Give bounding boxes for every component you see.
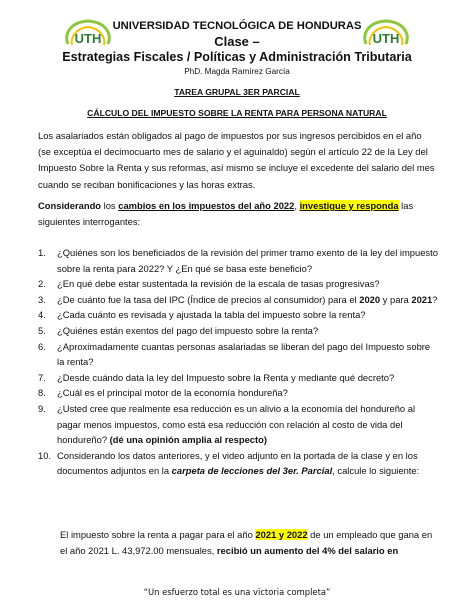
intro-paragraph: Los asalariados están obligados al pago de impuestos por sus ingresos percibidos en el año (se exceptúa el decimocuarto mes de salario y el aguinaldo) según el artículo 22 de la Ley del Impuesto Sobre la Renta y sus reformas, así mismo se incluye el excedente del salario del mes cuando se reciban bonificaciones y las horas extras. [38,130,435,190]
footer-quote: “Un esfuerzo total es una victoria completa” [143,587,331,597]
list-item: 4. ¿Cada cuánto es revisada y ajustada la tabla del impuesto sobre la renta? [38,309,366,321]
list-item: 9. ¿Usted cree que realmente esa reducción es un alivio a la economía del hondureño al pagar menos impuestos, como está esa reducción con relación al costo de vida del hondureño? (dé una opinión amplia al respecto) [38,402,416,446]
list-item: 2. ¿En qué debe estar sustentada la revisión de la escala de tasas progresivas? [38,278,380,290]
university-name: UNIVERSIDAD TECNOLÓGICA DE HONDURAS [112,20,362,32]
class-label: Clase – [214,34,260,49]
questions-list [38,245,438,479]
list-item: 10. Considerando los datos anteriores, y el video adjunto en la portada de la clase y en los documentos adjuntos en la carpeta de lecciones del 3er. Parcial, calcule lo siguiente: [38,449,420,477]
topic-title: CÁLCULO DEL IMPUESTO SOBRE LA RENTA PARA PERSONA NATURAL [87,108,387,118]
list-item: 7. ¿Desde cuándo data la ley del Impuesto sobre la Renta y mediante qué decreto? [38,371,395,383]
list-item: 8. ¿Cuál es el principal motor de la economía hondureña? [38,387,288,399]
svg-text:UTH: UTH [74,31,102,46]
svg-text:UTH: UTH [372,31,400,46]
instruction-paragraph: Considerando los cambios en los impuestos del año 2022, investigue y responda las siguientes interrogantes: [38,200,414,228]
list-item: 5. ¿Quiénes están exentos del pago del impuesto sobre la renta? [38,324,319,336]
list-item: 1. ¿Quiénes son los beneficiados de la revisión del primer tramo exento de la ley del impuesto sobre la renta para 2022? Y ¿En qué se basa este beneficio? [38,247,438,274]
subject-title: Estrategias Fiscales / Políticas y Administración Tributaria [62,50,412,64]
task-title: TAREA GRUPAL 3ER PARCIAL [174,87,300,97]
final-paragraph: El impuesto sobre la renta a pagar para el año 2021 y 2022 de un empleado que gana en el año 2021 L. 43,972.00 mensuales, recibió un aumento del 4% del salario en [60,529,433,557]
list-item: 6. ¿Aproximadamente cuantas personas asalariadas se liberan del pago del Impuesto sobre la renta? [38,340,431,368]
list-item: 3. ¿De cuánto fue la tasa del IPC (Índice de precios al consumidor) para el 2020 y para 2021? [38,293,438,305]
professor-name: PhD. Magda Ramírez García [184,67,290,76]
